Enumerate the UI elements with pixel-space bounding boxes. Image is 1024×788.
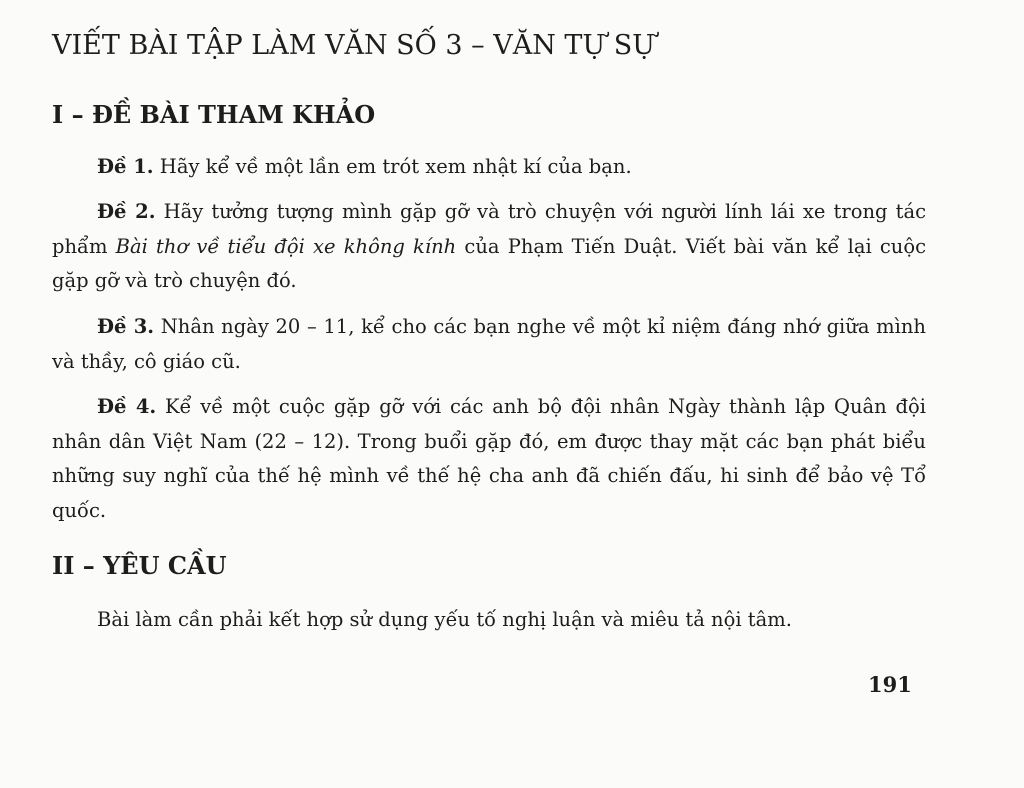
page-number: 191	[868, 672, 912, 697]
topic-4-label: Đề 4.	[97, 395, 157, 418]
section-heading-requirements: II – YÊU CẦU	[52, 551, 227, 580]
section-heading-topics: I – ĐỀ BÀI THAM KHẢO	[52, 100, 376, 129]
topic-2-text-after: của Phạm Tiến Duật. Viết bài văn kể lại cuộc gặp gỡ và trò chuyện đó.	[52, 234, 926, 292]
topic-2-label: Đề 2.	[97, 200, 156, 223]
topic-4-text: Kể về một cuộc gặp gỡ với các anh bộ đội nhân Ngày thành lập Quân đội nhân dân Việt Nam (22 – 12). Trong buổi gặp đó, em được thay mặt các bạn phát biểu những suy nghĩ của thế hệ mình về thế hệ cha anh đã chiến đấu, hi sinh để bảo vệ Tổ quốc.	[52, 395, 926, 522]
topic-1	[52, 150, 926, 185]
requirement-text: Bài làm cần phải kết hợp sử dụng yếu tố nghị luận và miêu tả nội tâm.	[97, 608, 792, 631]
topic-3	[52, 310, 926, 379]
topic-1-label: Đề 1.	[97, 155, 154, 178]
topic-3-text: Nhân ngày 20 – 11, kể cho các bạn nghe về một kỉ niệm đáng nhớ giữa mình và thầy, cô giáo cũ.	[52, 315, 926, 373]
topic-2	[52, 195, 926, 299]
topic-4	[52, 390, 926, 528]
topic-2-work-title: Bài thơ về tiểu đội xe không kính	[115, 234, 457, 258]
topic-2-text-before: Hãy tưởng tượng mình gặp gỡ và trò chuyện với người lính lái xe trong tác phẩm	[52, 200, 926, 258]
topic-3-label: Đề 3.	[97, 315, 155, 338]
page-title: VIẾT BÀI TẬP LÀM VĂN SỐ 3 – VĂN TỰ SỰ	[52, 30, 656, 61]
topic-1-text: Hãy kể về một lần em trót xem nhật kí của bạn.	[153, 155, 632, 178]
